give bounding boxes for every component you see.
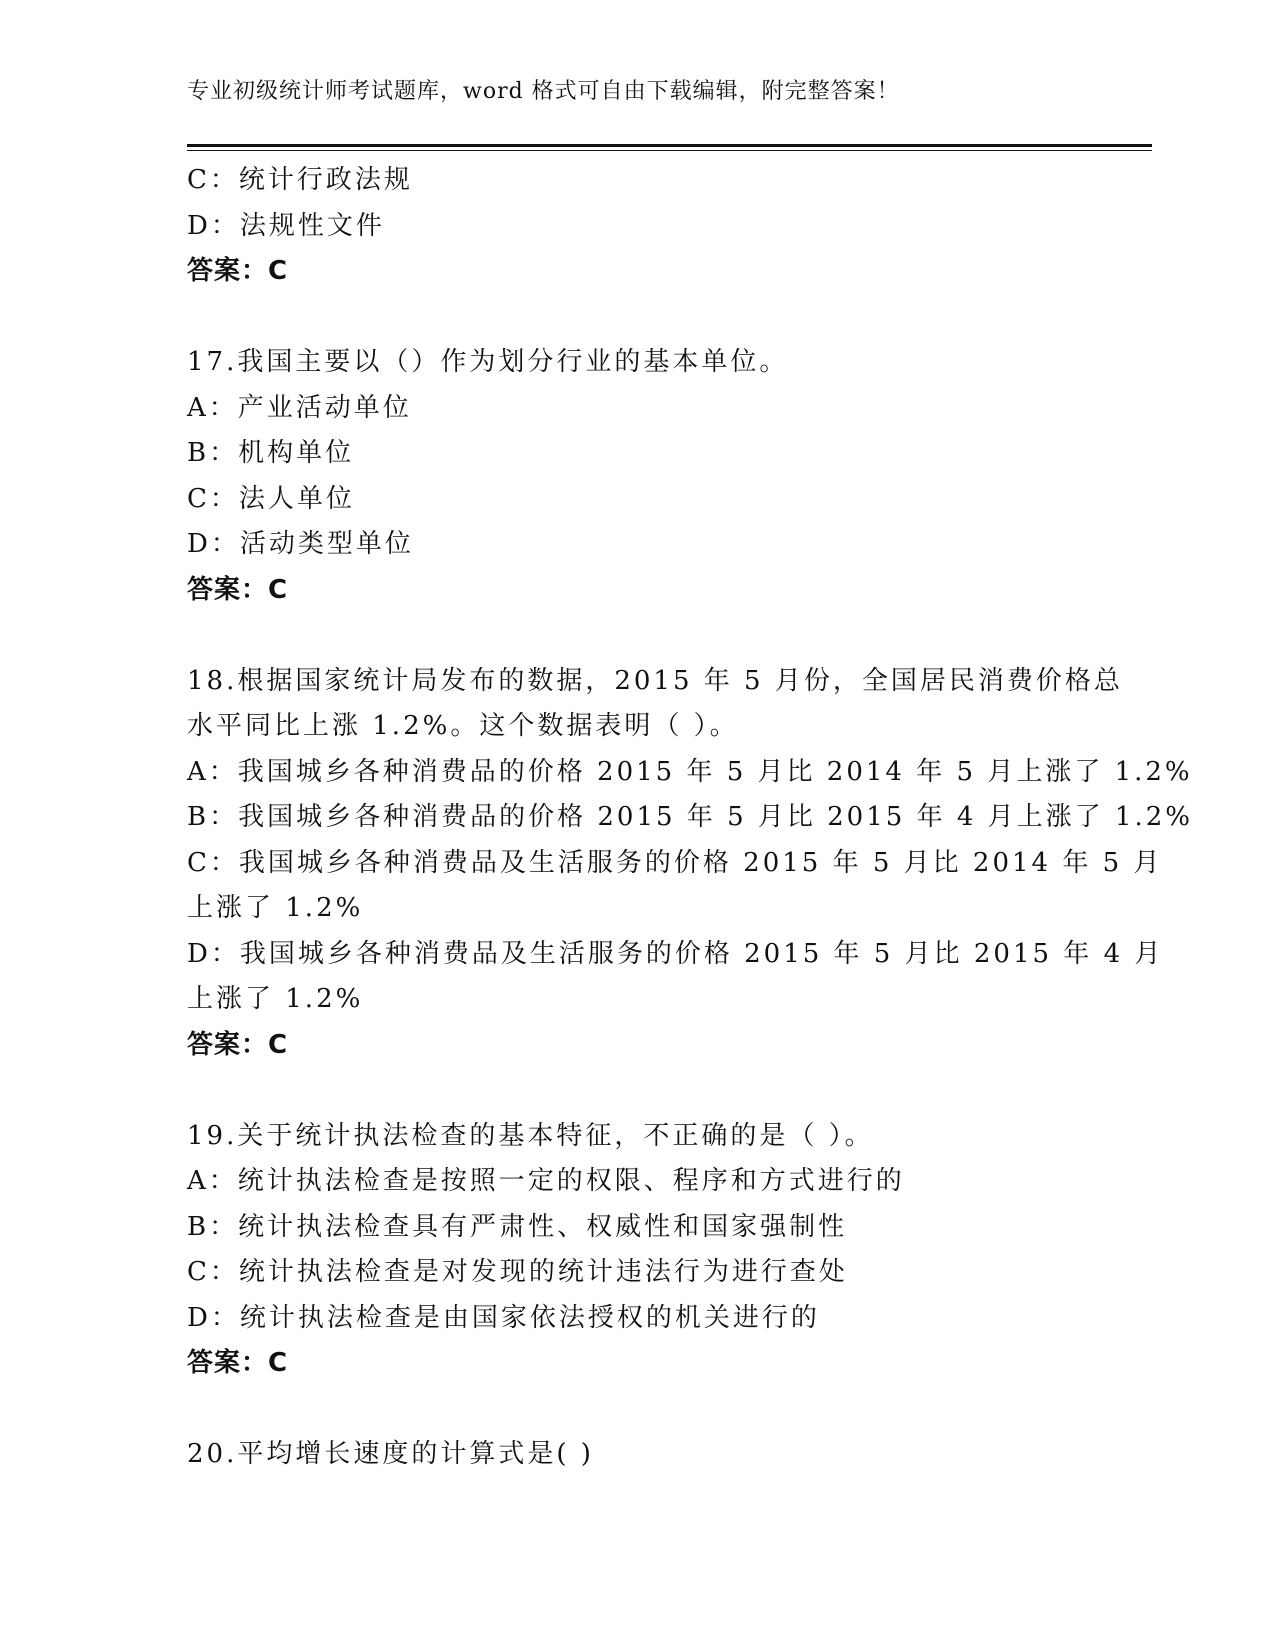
q16-option-c: C：统计行政法规: [187, 165, 413, 195]
q18-option-d-line2: 上涨了 1.2%: [187, 984, 364, 1014]
page-header: 专业初级统计师考试题库，word 格式可自由下载编辑，附完整答案！: [187, 79, 900, 104]
q19-option-a: A：统计执法检查是按照一定的权限、程序和方式进行的: [187, 1166, 905, 1196]
header-rule-thin: [187, 150, 1152, 151]
q18-option-d-line1: D：我国城乡各种消费品及生活服务的价格 2015 年 5 月比 2015 年 4 月: [187, 938, 1164, 969]
q17-option-a: A：产业活动单位: [187, 392, 412, 423]
spacer: [187, 1068, 1087, 1114]
spacer: [187, 295, 1087, 341]
q18-option-a: A：我国城乡各种消费品的价格 2015 年 5 月比 2014 年 5 月上涨了 1.2%: [187, 756, 1193, 787]
spacer: [187, 1387, 1087, 1433]
q17-option-b: B：机构单位: [187, 438, 355, 468]
q18-stem-line1: 18.根据国家统计局发布的数据，2015 年 5 月份，全国居民消费价格总: [187, 665, 1123, 696]
q19-stem: 19.关于统计执法检查的基本特征，不正确的是（ ）。: [187, 1120, 874, 1151]
q18-option-c-line2: 上涨了 1.2%: [187, 893, 364, 923]
q16-answer: 答案：C: [187, 256, 289, 286]
q17-option-c: C：法人单位: [187, 483, 355, 514]
q20-stem: 20.平均增长速度的计算式是( ): [187, 1439, 594, 1469]
q17-answer: 答案：C: [187, 574, 289, 605]
q19-answer: 答案：C: [187, 1348, 289, 1378]
q16-option-d: D：法规性文件: [187, 210, 385, 241]
q18-stem-line2: 水平同比上涨 1.2%。这个数据表明（ ）。: [187, 711, 739, 741]
question-list: [187, 158, 1193, 1478]
q18-option-c-line1: C：我国城乡各种消费品及生活服务的价格 2015 年 5 月比 2014 年 5 月: [187, 847, 1163, 878]
header-rule-thick: [187, 144, 1152, 147]
spacer: [187, 613, 1087, 659]
q19-option-c: C：统计执法检查是对发现的统计违法行为进行查处: [187, 1257, 848, 1287]
q17-option-d: D：活动类型单位: [187, 529, 414, 559]
q19-option-d: D：统计执法检查是由国家依法授权的机关进行的: [187, 1302, 820, 1333]
q18-option-b: B：我国城乡各种消费品的价格 2015 年 5 月比 2015 年 4 月上涨了 1.2%: [187, 802, 1193, 832]
q17-stem: 17.我国主要以（）作为划分行业的基本单位。: [187, 347, 789, 377]
q19-option-b: B：统计执法检查具有严肃性、权威性和国家强制性: [187, 1211, 848, 1242]
q18-answer: 答案：C: [187, 1029, 289, 1060]
